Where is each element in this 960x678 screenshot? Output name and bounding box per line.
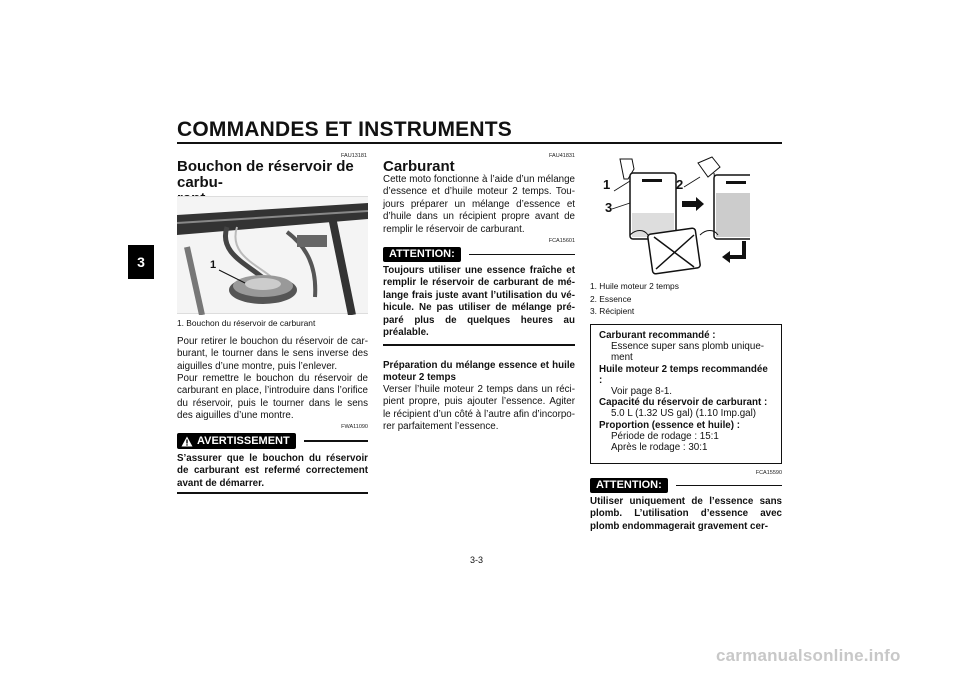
attention-code: FCA15601 <box>548 238 575 244</box>
fuel-cap-illustration <box>177 197 368 315</box>
figure-caption: 1. Bouchon du réservoir de carburant <box>177 318 316 328</box>
paragraph-replace-cap: Pour remettre le bouchon du réservoir de carburant en place, l’introduire dans l’orifice du réservoir, puis le tourner dans le sens des aiguilles d’une montre. <box>177 373 368 422</box>
warning-label: AVERTISSEMENT <box>197 435 290 447</box>
section-heading: Carburant <box>383 158 455 175</box>
watermark: carmanualsonline.info <box>716 646 901 665</box>
mixing-diagram <box>590 155 750 277</box>
warning-end-rule <box>177 492 368 494</box>
specification-box <box>590 324 782 464</box>
attention-header <box>383 247 575 262</box>
chapter-tab: 3 <box>128 245 154 279</box>
attention-end-rule <box>383 344 575 346</box>
attention-badge: ATTENTION: <box>383 247 461 262</box>
paragraph-fuel-intro: Cette moto fonctionne à l’aide d’un mélange d’essence et d’huile moteur 2 temps. Tou-jours préparer un mélange d’essence et d’huile dans un récipient propre avant de remplir le réservoir de carburant. <box>383 174 575 235</box>
spec-capacity-value: 5.0 L (1.32 US gal) (1.10 Imp.gal) <box>611 408 757 420</box>
fuel-cap-photo <box>177 196 368 314</box>
attention-badge: ATTENTION: <box>590 478 668 493</box>
callout-3: 3 <box>605 200 613 215</box>
warning-text: S’assurer que le bouchon du réservoir de carburant est refermé correctement avant de démarrer. <box>177 453 368 489</box>
spec-fuel-label: Carburant recommandé : <box>599 330 716 341</box>
spec-oil-value: Voir page 8-1. <box>611 386 673 398</box>
section-code: FAU13181 <box>341 153 367 159</box>
section-heading: Bouchon de réservoir de carbu- <box>177 158 354 191</box>
spec-ratio-value-2: Après le rodage : 30:1 <box>611 442 708 454</box>
attention-text: Toujours utiliser une essence fraîche et remplir le réservoir de carburant de mé-lange frais juste avant l’utilisation du vé-hicule. Ne pas utiliser de mélange pré-paré plus de quelques heures au préalable. <box>383 265 575 339</box>
attention-code: FCA15590 <box>755 470 782 476</box>
page-title: COMMANDES ET INSTRUMENTS <box>177 118 512 141</box>
callout-1: 1 <box>603 177 611 192</box>
paragraph-remove-cap: Pour retirer le bouchon du réservoir de car-burant, le tourner dans le sens inverse des aiguilles d’une montre, puis l’enlever. <box>177 336 368 372</box>
warning-rule <box>304 440 368 442</box>
attention-header <box>590 478 782 493</box>
warning-triangle-icon <box>181 436 193 447</box>
caption-item: 3. Récipient <box>590 306 635 316</box>
attention-text: Utiliser uniquement de l’essence sans plomb. L’utilisation d’essence avec plomb endommagerait gravement cer- <box>590 496 782 532</box>
section-code: FAU41831 <box>549 153 575 159</box>
caption-item: 2. Essence <box>590 293 632 304</box>
mixing-illustration <box>590 155 750 277</box>
paragraph-mixture: Verser l’huile moteur 2 temps dans un réci-pient propre, puis ajouter l’essence. Agiter le récipient d’un côté à l’autre afin d’incorpo-rer parfaitement l’essence. <box>383 384 575 433</box>
spec-fuel-value: Essence super sans plomb unique-ment <box>611 341 765 364</box>
title-rule <box>177 142 782 144</box>
spec-ratio-value-1: Période de rodage : 15:1 <box>611 430 719 442</box>
spec-oil-label: Huile moteur 2 temps recommandée : <box>599 363 768 386</box>
figure-caption-list <box>590 280 782 318</box>
spec-ratio-label: Proportion (essence et huile) : <box>599 419 740 431</box>
warning-code: FWA11090 <box>341 424 368 430</box>
spec-capacity-label: Capacité du réservoir de carburant : <box>599 397 768 409</box>
page-number: 3-3 <box>470 555 484 565</box>
warning-badge <box>177 433 296 449</box>
warning-header <box>177 433 368 449</box>
callout-2: 2 <box>676 177 684 192</box>
attention-rule <box>469 254 575 256</box>
subheading-mixture: Préparation du mélange essence et huile moteur 2 temps <box>383 360 575 384</box>
callout-1: 1 <box>210 259 217 271</box>
attention-rule <box>676 485 782 487</box>
caption-item: 1. Huile moteur 2 temps <box>590 281 679 291</box>
